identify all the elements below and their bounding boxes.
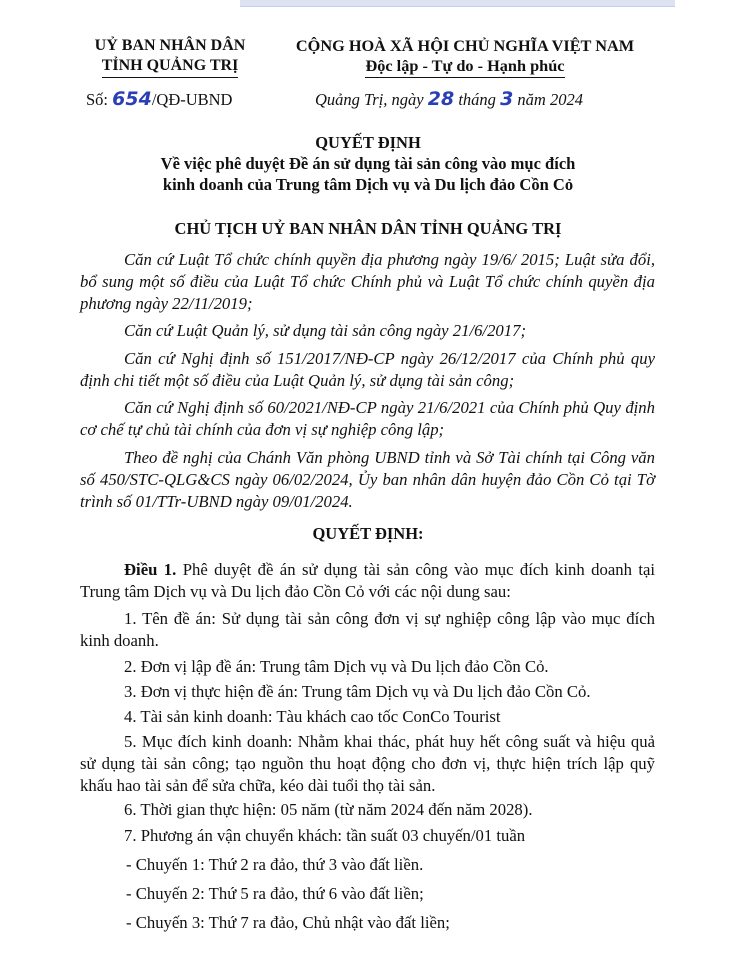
subject-line-1: Về việc phê duyệt Đề án sử dụng tài sản công vào mục đích — [160, 154, 576, 173]
date-month-label: tháng — [454, 90, 501, 109]
legal-basis-4: Căn cứ Nghị định số 60/2021/NĐ-CP ngày 21/6/2021 của Chính phủ Quy định cơ chế tự chủ tài chính của đơn vị sự nghiệp công lập; — [80, 398, 655, 439]
decision-heading: QUYẾT ĐỊNH: — [312, 524, 424, 543]
document-subject — [0, 153, 736, 195]
list-item: 1. Tên đề án: Sử dụng tài sản công đơn vị sự nghiệp công lập vào mục đích kinh doanh. — [80, 609, 655, 650]
list-item: - Chuyến 1: Thứ 2 ra đảo, thứ 3 vào đất liền. — [126, 855, 424, 874]
date-place: Quảng Trị, ngày — [315, 90, 428, 109]
org-line-2: TỈNH QUẢNG TRỊ — [102, 56, 239, 78]
list-item: 5. Mục đích kinh doanh: Nhằm khai thác, phát huy hết công suất và hiệu quả sử dụng tài sản công; tạo nguồn thu hoạt động cho đơn vị, thực hiện trích lập quỹ khấu hao tài sản để sửa chữa, kéo dài tuổi thọ tài sản. — [80, 732, 655, 795]
article-1-label: Điều 1. — [124, 560, 177, 579]
nation-line-1: CỘNG HOÀ XÃ HỘI CHỦ NGHĨA VIỆT NAM — [295, 36, 635, 55]
handwritten-day: 28 — [427, 88, 455, 110]
issue-date — [315, 88, 583, 110]
legal-basis-2: Căn cứ Luật Quản lý, sử dụng tài sản công ngày 21/6/2017; — [124, 321, 526, 340]
scan-header-strip — [240, 0, 675, 7]
document-number — [86, 88, 232, 110]
legal-basis-1: Căn cứ Luật Tổ chức chính quyền địa phương ngày 19/6/ 2015; Luật sửa đổi, bổ sung một số điều của Luật Tổ chức Chính phủ và Luật Tổ chức chính quyền địa phương ngày 22/11/2019; — [80, 250, 655, 313]
list-item: - Chuyến 3: Thứ 7 ra đảo, Chủ nhật vào đất liền; — [126, 913, 450, 932]
subject-line-2: kinh doanh của Trung tâm Dịch vụ và Du lịch đảo Cồn Cỏ — [162, 175, 574, 194]
list-item: - Chuyến 2: Thứ 5 ra đảo, thứ 6 vào đất liền; — [126, 884, 424, 903]
list-item: 3. Đơn vị thực hiện đề án: Trung tâm Dịch vụ và Du lịch đảo Cồn Cỏ. — [124, 682, 591, 701]
issuing-authority — [70, 36, 270, 78]
list-item: 6. Thời gian thực hiện: 05 năm (từ năm 2024 đến năm 2028). — [124, 800, 533, 819]
article-1-text: Phê duyệt đề án sử dụng tài sản công vào mục đích kinh doanh tại Trung tâm Dịch vụ và Du lịch đảo Cồn Cỏ với các nội dung sau: — [80, 560, 656, 601]
list-item: 7. Phương án vận chuyển khách: tần suất 03 chuyến/01 tuần — [124, 826, 526, 845]
so-suffix: /QĐ-UBND — [151, 90, 233, 109]
legal-basis-5: Theo đề nghị của Chánh Văn phòng UBND tỉnh và Sở Tài chính tại Công văn số 450/STC-QLG&CS ngày 06/02/2024, Ủy ban nhân dân huyện đảo Cồn Cỏ tại Tờ trình số 01/TTr-UBND ngày 09/01/2024. — [80, 448, 655, 511]
handwritten-month: 3 — [500, 88, 514, 110]
nation-line-2: Độc lập - Tự do - Hạnh phúc — [365, 56, 564, 78]
date-year: năm 2024 — [513, 90, 583, 109]
list-item: 2. Đơn vị lập đề án: Trung tâm Dịch vụ và Du lịch đảo Cồn Cỏ. — [124, 657, 549, 676]
national-motto — [278, 36, 652, 78]
article-1 — [80, 559, 655, 603]
so-prefix: Số: — [86, 90, 113, 109]
list-item: 4. Tài sản kinh doanh: Tàu khách cao tốc ConCo Tourist — [124, 707, 501, 726]
document-type-heading: QUYẾT ĐỊNH — [315, 133, 421, 152]
org-line-1: UỶ BAN NHÂN DÂN — [94, 37, 246, 54]
legal-basis-3: Căn cứ Nghị định số 151/2017/NĐ-CP ngày 26/12/2017 của Chính phủ quy định chi tiết một số điều của Luật Quản lý, sử dụng tài sản công; — [80, 349, 655, 390]
handwritten-number: 654 — [112, 88, 152, 110]
issuer-title: CHỦ TỊCH UỶ BAN NHÂN DÂN TỈNH QUẢNG TRỊ — [174, 219, 562, 238]
